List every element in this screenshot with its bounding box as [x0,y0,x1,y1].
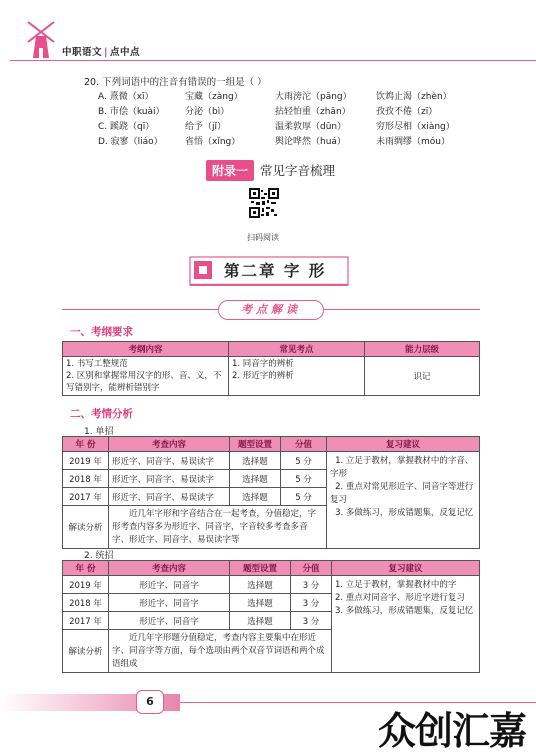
table-cell [63,357,229,396]
table-cell: 3 分 [291,594,332,612]
option-c-1: C. 蹊跷（qī） [98,122,155,132]
chapter-title: 第二章 字 形 [224,262,327,280]
table-cell: 2018 年 [63,594,109,612]
table-header: 分值 [291,561,332,576]
table-cell: 选择题 [230,612,291,630]
option-c-4: 穷形尽相（xiàng） [376,122,455,132]
appendix-heading [206,159,335,181]
option-a-1: A. 熹微（xī） [98,92,154,102]
table-cell: 3 分 [291,612,332,630]
table-header: 题型设置 [230,561,291,576]
table-header: 年 份 [63,437,109,452]
analysis-cell [109,630,332,673]
table-cell: 5 分 [281,452,327,470]
option-b-2: 分泌（bì） [185,107,230,117]
table-cell: 5 分 [281,488,327,506]
table-cell: 2019 年 [63,452,109,470]
section2-title: 二、考情分析 [70,408,133,420]
table-cell: 3 分 [291,576,332,594]
analysis-text: 近几年字形和字音结合在一起考查，分值稳定，字形考查内容多为形近字、同音字，字音较多考查多音字、形近字、同音字、易误读字等 [112,508,317,545]
option-d-4: 未雨绸缪（móu） [376,137,450,147]
table-cell: 5 分 [281,470,327,488]
option-d-2: 省悟（xǐng） [185,137,241,147]
table1-label: 1. 单招 [84,427,114,437]
syllabus-table [62,341,480,396]
table-cell: 识记 [365,357,480,396]
table-cell: 解读分析 [63,506,109,549]
table-row [63,576,480,594]
advice-item: 3. 多做练习，形成错题集，反复记忆 [335,606,474,616]
table-row [63,452,480,470]
option-b-1: B. 市侩（kuài） [98,107,165,117]
watermark-text: 众创汇嘉 [378,709,527,753]
advice-item: 1. 立足于教材，掌握教材中的字音、字形 [330,456,474,479]
table-header-row [63,561,480,576]
syllabus-item: 1. 书写工整规范 [66,359,128,369]
table2-label: 2. 统招 [84,551,114,561]
table-cell: 形近字、同音字、易误读字 [109,470,230,488]
exam-table-1 [62,436,480,549]
table-header: 复习建议 [327,437,480,452]
table-cell: 2019 年 [63,576,109,594]
table-header: 题型设置 [230,437,281,452]
option-d-1: D. 寂寥（liáo） [98,137,163,147]
windmill-logo-icon [22,20,60,60]
table-cell: 形近字、同音字 [109,594,230,612]
point-item: 1. 同音字的辨析 [232,359,294,369]
option-a-3: 大雨滂沱（pāng） [275,92,352,102]
table-header: 能力层级 [365,342,480,357]
option-c-3: 温柔敦厚（dūn） [275,122,347,132]
header-series: 点中点 [110,47,141,58]
exam-table-2 [62,560,480,673]
table-cell: 2017 年 [63,612,109,630]
advice-item: 2. 重点对同音字、形近字进行复习 [335,593,465,603]
table-cell: 形近字、同音字、易误读字 [109,452,230,470]
table-cell: 2018 年 [63,470,109,488]
question-stem: 20. 下列词语中的注音有错误的一组是（ ） [84,77,267,88]
table-cell: 选择题 [230,452,281,470]
advice-item: 2. 重点对常见形近字、同音字等进行复习 [330,482,474,505]
table-cell: 选择题 [230,488,281,506]
qr-code-icon[interactable] [249,188,279,218]
option-b-3: 拈轻怕重（zhān） [275,107,351,117]
option-a-4: 饮鸩止渴（zhèn） [376,92,452,102]
point-item: 2. 形近字的辨析 [232,371,294,381]
advice-cell [327,452,480,549]
appendix-tag: 附录一 [206,160,254,181]
header-divider [10,60,536,61]
advice-item: 1. 立足于教材，掌握教材中的字 [335,580,457,590]
option-b-4: 孜孜不倦（zī） [376,107,438,117]
page-number: 6 [136,690,164,714]
table-cell: 形近字、同音字、易误读字 [109,488,230,506]
table-cell: 选择题 [230,576,291,594]
option-d-3: 舆论哗然（huá） [275,137,346,147]
table-header: 复习建议 [332,561,480,576]
table-header-row [63,342,480,357]
section-badge [218,300,324,320]
analysis-cell [109,506,327,549]
qr-caption: 扫码阅读 [247,233,279,242]
option-c-2: 给予（jǐ） [185,122,227,132]
table-cell: 选择题 [230,470,281,488]
advice-item: 3. 多做练习，形成错题集，反复记忆 [335,508,474,518]
table-header: 年 份 [63,561,109,576]
header-title [62,44,140,58]
section1-title: 一、考纲要求 [70,326,133,338]
table-cell [229,357,365,396]
table-cell: 形近字、同音字 [109,612,230,630]
analysis-text: 近几年字形题分值稳定，考查内容主要集中在形近字、同音字等方面，每个选项由两个双音节词语和两个成语组成 [112,632,325,669]
header-separator: | [104,47,108,58]
table-cell: 2017 年 [63,488,109,506]
syllabus-item: 2. 区别和掌握常用汉字的形、音、义，不写错别字，能辨析错别字 [66,371,222,393]
table-row [63,357,480,396]
table-header: 考纲内容 [63,342,229,357]
table-cell: 选择题 [230,594,291,612]
table-header: 考查内容 [109,437,230,452]
header-brand: 中职语文 [62,47,103,58]
advice-cell [332,576,480,673]
appendix-title: 常见字音梳理 [260,163,336,178]
badge-label: 考点解读 [241,303,301,316]
table-header: 分值 [281,437,327,452]
table-cell: 形近字、同音字 [109,576,230,594]
table-header-row [63,437,480,452]
table-header: 考查内容 [109,561,230,576]
table-cell: 解读分析 [63,630,109,673]
table-header: 常见考点 [229,342,365,357]
option-a-2: 宝藏（zàng） [185,92,243,102]
